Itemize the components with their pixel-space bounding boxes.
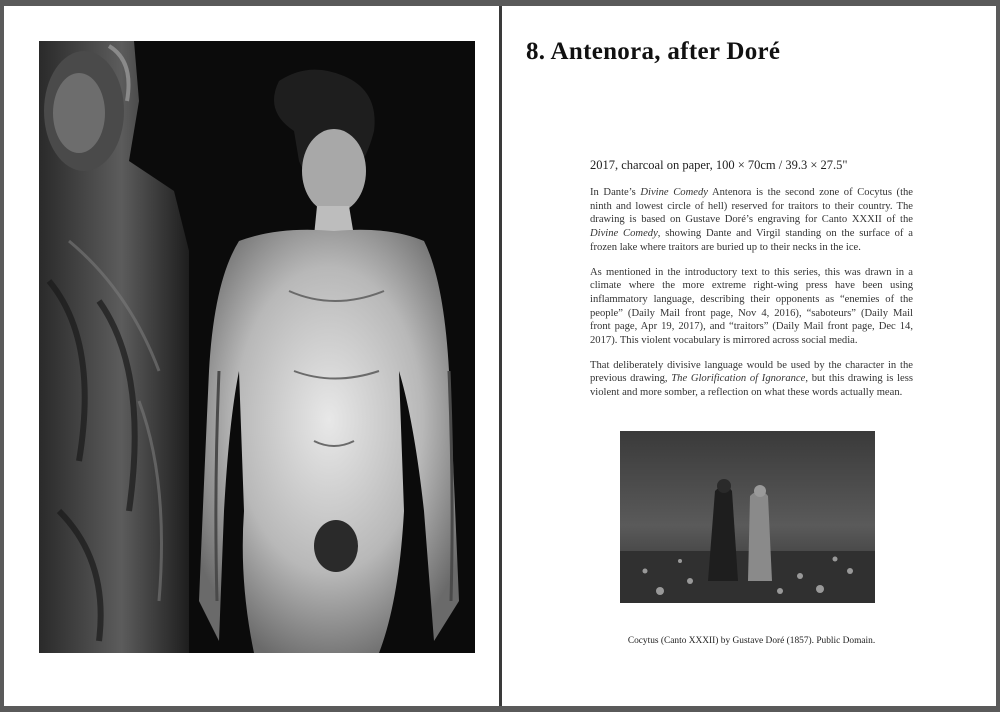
- paragraph-3-text-a: That deliberately divisive language would be used by the character in the previous drawing,: [590, 359, 913, 385]
- paragraph-3: [590, 359, 913, 400]
- paragraph-1-text-b: Antenora is the second zone of Cocytus (the ninth and lowest circle of hell) reserved for traitors to their country. The drawing is based on Gustave Doré’s engraving for Canto XXXII of the: [590, 187, 914, 226]
- engraving-illustration: [620, 431, 875, 603]
- left-page: [4, 6, 499, 706]
- image-caption: Cocytus (Canto XXXII) by Gustave Doré (1857). Public Domain.: [627, 636, 876, 646]
- dore-engraving-image: [620, 431, 875, 603]
- paragraph-3-text-b: , but this drawing is less violent and more somber, a reflection on what these words actually mean.: [590, 373, 913, 399]
- antenora-charcoal-drawing: [39, 41, 475, 653]
- artwork-details: 2017, charcoal on paper, 100 × 70cm / 39.3 × 27.5": [590, 158, 848, 172]
- paragraph-3-italic: The Glorification of Ignorance: [671, 373, 806, 385]
- paragraph-1-italic-a: Divine Comedy: [640, 187, 708, 198]
- right-page: [502, 6, 996, 706]
- chapter-title: 8. Antenora, after Doré: [526, 38, 781, 65]
- paragraph-1-text-a: In Dante’s: [590, 187, 641, 198]
- paragraph-1: [590, 186, 913, 255]
- paragraph-2: As mentioned in the introductory text to this series, this was drawn in a climate where the more extreme right-wing press have been using inflammatory language, describing their opponents as “enemies of the people” (Daily Mail front page, Nov 4, 2016), “saboteurs” (Daily Mail front page, Apr 19, 2017), and “traitors” (Daily Mail front page, Dec 14, 2017). This violent vocabulary is mirrored across social media.: [590, 266, 913, 347]
- drawing-illustration: [39, 41, 475, 653]
- body-text: [590, 186, 913, 411]
- paragraph-1-italic-b: Divine Comedy: [590, 228, 658, 240]
- paragraph-1-text-c: , showing Dante and Virgil standing on the surface of a frozen lake where traitors are buried up to their necks in the ice.: [590, 228, 913, 253]
